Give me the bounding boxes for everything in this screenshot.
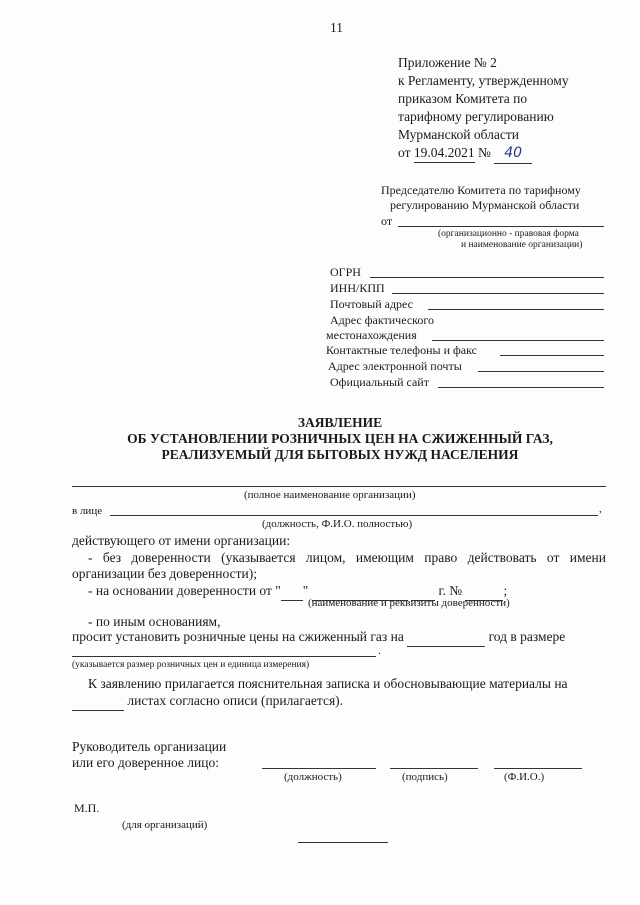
for-org-note: (для организаций) bbox=[122, 819, 208, 831]
phones-label: Контактные телефоны и факс bbox=[326, 343, 477, 357]
appendix-number: 40 bbox=[494, 144, 532, 164]
appendix-line3: приказом Комитета по bbox=[398, 91, 528, 106]
appendix-date-prefix: от bbox=[398, 145, 411, 160]
website-label: Официальный сайт bbox=[330, 375, 429, 389]
appendix-line1: Приложение № 2 bbox=[398, 55, 497, 70]
sheets-count-blank bbox=[72, 691, 124, 711]
request-year-blank bbox=[407, 627, 485, 647]
title-line3: РЕАЛИЗУЕМЫЙ ДЛЯ БЫТОВЫХ НУЖД НАСЕЛЕНИЯ bbox=[161, 447, 519, 462]
addressee-note2: и наименование организации) bbox=[461, 240, 583, 250]
position-note: (должность, Ф.И.О. полностью) bbox=[262, 518, 413, 530]
org-name-note: (полное наименование организации) bbox=[244, 489, 416, 501]
appendix-date-row bbox=[398, 143, 532, 164]
postal-address-label: Почтовый адрес bbox=[330, 297, 414, 311]
in-person-comma: , bbox=[599, 503, 602, 515]
request-prefix: просит установить розничные цены на сжиженный газ на bbox=[72, 629, 404, 644]
email-line bbox=[478, 371, 604, 372]
actual-address-label2: местонахождения bbox=[326, 328, 417, 342]
addressee-from-label: от bbox=[381, 214, 393, 228]
title-line1: ЗАЯВЛЕНИЕ bbox=[297, 415, 383, 430]
inn-kpp-line bbox=[392, 293, 604, 294]
postal-address-line bbox=[428, 309, 604, 310]
attach-row bbox=[72, 691, 343, 711]
in-person-label: в лице bbox=[72, 505, 103, 517]
fio-sign-line bbox=[494, 768, 582, 769]
addressee-line2: регулированию Мурманской области bbox=[390, 198, 580, 212]
seal-label: М.П. bbox=[74, 801, 100, 815]
acting-text: действующего от имени организации: bbox=[72, 533, 291, 548]
appendix-date: 19.04.2021 bbox=[414, 143, 475, 163]
website-line bbox=[438, 387, 604, 388]
inn-kpp-label: ИНН/КПП bbox=[330, 281, 385, 295]
title-line2: ОБ УСТАНОВЛЕНИИ РОЗНИЧНЫХ ЦЕН НА СЖИЖЕННЫЙ ГАЗ, bbox=[127, 431, 553, 446]
appendix-line4: тарифному регулированию bbox=[398, 109, 554, 124]
appendix-number-sign: № bbox=[477, 145, 491, 160]
size-period: . bbox=[378, 645, 381, 657]
request-row bbox=[72, 627, 565, 647]
power-day-blank bbox=[281, 581, 303, 601]
no-power-text-2: организации без доверенности); bbox=[72, 566, 257, 581]
signature-sign-line bbox=[390, 768, 478, 769]
position-sign-line bbox=[262, 768, 376, 769]
position-caption: (должность) bbox=[284, 771, 342, 783]
appendix-line2: к Регламенту, утвержденному bbox=[398, 73, 569, 88]
by-power-row: - на основании доверенности от " " г. № ; bbox=[88, 581, 507, 601]
by-power-year-label: г. № bbox=[438, 583, 463, 598]
addressee-note1: (организационно - правовая форма bbox=[438, 229, 579, 239]
no-power-text-1: - без доверенности (указывается лицом, имеющим право действовать от имени bbox=[88, 550, 606, 565]
signature-caption: (подпись) bbox=[402, 771, 448, 783]
addressee-from-line bbox=[398, 226, 604, 227]
ogrn-label: ОГРН bbox=[330, 265, 361, 279]
email-label: Адрес электронной почты bbox=[328, 359, 462, 373]
size-line bbox=[72, 656, 376, 657]
attach-text-1: К заявлению прилагается пояснительная записка и обосновывающие материалы на bbox=[88, 676, 568, 691]
ogrn-line bbox=[370, 277, 604, 278]
signer-line1: Руководитель организации bbox=[72, 739, 227, 754]
org-name-line bbox=[72, 486, 606, 487]
by-power-prefix: - на основании доверенности от " bbox=[88, 583, 281, 598]
by-power-note: (наименование и реквизиты доверенности) bbox=[308, 597, 510, 609]
bottom-line bbox=[298, 842, 388, 843]
in-person-line bbox=[110, 515, 598, 516]
size-note: (указывается размер розничных цен и единица измерения) bbox=[72, 660, 310, 670]
page-number: 11 bbox=[330, 20, 343, 35]
attach-text-2: листах согласно описи (прилагается). bbox=[127, 693, 344, 708]
phones-line bbox=[500, 355, 604, 356]
actual-address-label1: Адрес фактического bbox=[330, 313, 434, 327]
signer-line2: или его доверенное лицо: bbox=[72, 755, 219, 770]
by-power-quote: " bbox=[302, 583, 309, 598]
other-grounds-text: - по иным основаниям, bbox=[88, 614, 221, 629]
actual-address-line bbox=[432, 340, 604, 341]
appendix-line5: Мурманской области bbox=[398, 127, 519, 142]
addressee-line1: Председателю Комитета по тарифному bbox=[381, 183, 581, 197]
request-suffix: год в размере bbox=[488, 629, 566, 644]
fio-caption: (Ф.И.О.) bbox=[504, 771, 545, 783]
